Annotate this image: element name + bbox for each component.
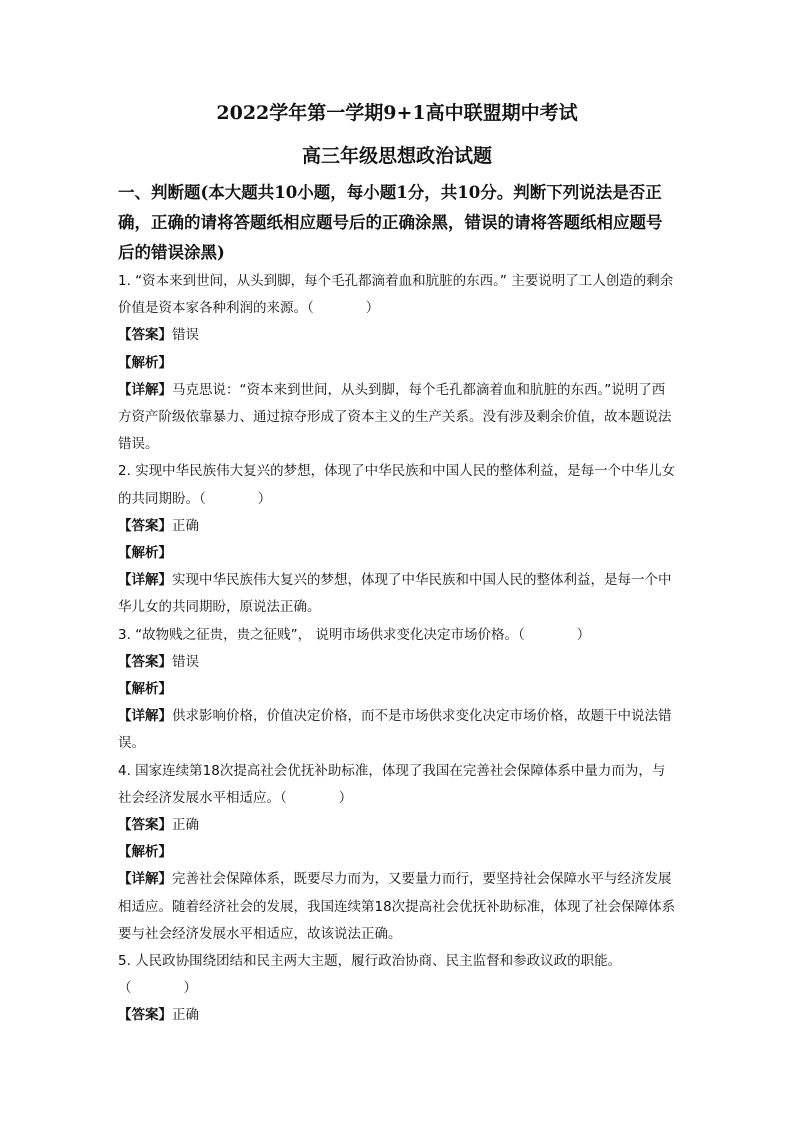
question-stem — [118, 948, 678, 975]
analysis-label: 【解析】 — [118, 844, 172, 861]
detail-label: 【详解】 — [118, 871, 172, 888]
question-text: 4. 国家连续第18次提高社会优抚补助标准，体现了我国在完善社会保障体系中量力而为，与社会经济发展水平相适应。 — [118, 762, 666, 806]
answer-value: 错误 — [172, 653, 199, 670]
detail-label: 【详解】 — [118, 572, 172, 589]
page-subtitle: 高三年级思想政治试题 — [301, 145, 492, 167]
detail-text: 供求影响价格，价值决定价格，而不是市场供求变化决定市场价格，故题干中说法错误。 — [118, 708, 672, 752]
detail-line — [118, 567, 678, 621]
analysis-label: 【解析】 — [118, 681, 172, 698]
answer-label: 【答案】 — [118, 653, 172, 670]
section-heading: 一、判断题(本大题共10小题，每小题1分，共10分。判断下列说法是否正确，正确的请将答题纸相应题号后的正确涂黑，错误的请将答题纸相应题号后的错误涂黑) — [118, 183, 663, 262]
detail-label: 【详解】 — [118, 708, 172, 725]
question-stem: 2. 实现中华民族伟大复兴的梦想，体现了中华民族和中国人民的整体利益，是每一个中华儿女的共同期盼。（ ） — [118, 463, 676, 507]
answer-line — [118, 649, 678, 676]
question-list — [118, 268, 678, 1030]
analysis-line — [118, 350, 678, 377]
question-stem: 1. “资本来到世间，从头到脚，每个毛孔都滴着血和肮脏的东西。” 主要说明了工人创造的剩余价值是资本家各种利润的来源。（ ） — [118, 273, 674, 317]
answer-value: 正确 — [172, 1007, 199, 1024]
answer-line — [118, 1002, 678, 1029]
question-blank: （ ） — [118, 980, 197, 997]
analysis-line — [118, 540, 678, 567]
answer-label: 【答案】 — [118, 517, 172, 534]
answer-label: 【答案】 — [118, 1007, 172, 1024]
question-text: 3. “故物贱之征贵，贵之征贱”， 说明市场供求变化决定市场价格。 — [118, 626, 518, 643]
question-text: 5. 人民政协围绕团结和民主两大主题，履行政治协商、民主监督和参政议政的职能。 — [118, 953, 622, 970]
answer-value: 正确 — [172, 817, 199, 834]
answer-label: 【答案】 — [118, 817, 172, 834]
analysis-line — [118, 676, 678, 703]
answer-value: 正确 — [172, 517, 199, 534]
detail-label: 【详解】 — [118, 381, 172, 398]
question-stem: 4. 国家连续第18次提高社会优抚补助标准，体现了我国在完善社会保障体系中量力而为，与社会经济发展水平相适应。（ ） — [118, 762, 666, 806]
detail-line — [118, 703, 678, 757]
answer-line — [118, 812, 678, 839]
detail-text: 马克思说：“资本来到世间，从头到脚，每个毛孔都滴着血和肮脏的东西。”说明了西方资产阶级依靠暴力、通过掠夺形成了资本主义的生产关系。没有涉及剩余价值，故本题说法错误。 — [118, 381, 672, 453]
detail-text: 完善社会保障体系，既要尽力而为，又要量力而行，要坚持社会保障水平与经济发展相适应。随着经济社会的发展，我国连续第18次提高社会优抚补助标准，体现了社会保障体系要与社会经济发展水平相适应，故该说法正确。 — [118, 871, 676, 942]
detail-line — [118, 377, 678, 459]
answer-line — [118, 513, 678, 540]
question-stem: 3. “故物贱之征贵，贵之征贱”， 说明市场供求变化决定市场价格。（ ） — [118, 626, 591, 643]
question-text: 2. 实现中华民族伟大复兴的梦想，体现了中华民族和中国人民的整体利益，是每一个中华儿女的共同期盼。 — [118, 463, 676, 507]
detail-text: 实现中华民族伟大复兴的梦想，体现了中华民族和中国人民的整体利益，是每一个中华儿女的共同期盼，原说法正确。 — [118, 572, 672, 616]
analysis-label: 【解析】 — [118, 354, 172, 371]
question-text: 1. “资本来到世间，从头到脚，每个毛孔都滴着血和肮脏的东西。” 主要说明了工人创造的剩余价值是资本家各种利润的来源。 — [118, 273, 674, 317]
analysis-line — [118, 839, 678, 866]
answer-value: 错误 — [172, 327, 199, 344]
analysis-label: 【解析】 — [118, 545, 172, 562]
page-title: 2022学年第一学期9+1高中联盟期中考试 — [216, 102, 578, 124]
detail-line — [118, 866, 678, 948]
answer-label: 【答案】 — [118, 327, 172, 344]
answer-line — [118, 322, 678, 349]
